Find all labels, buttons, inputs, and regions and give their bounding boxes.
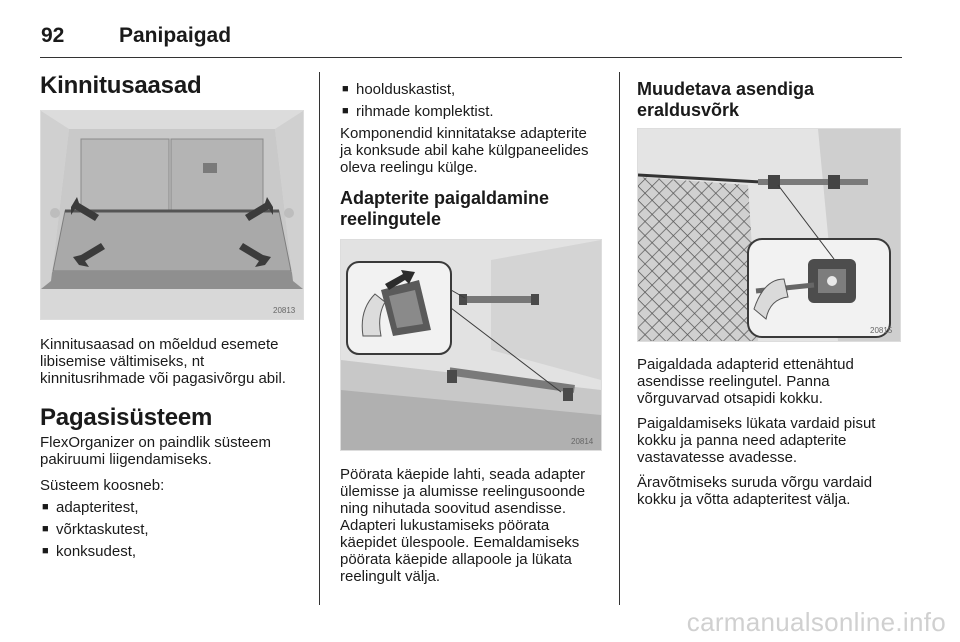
page-header: [40, 12, 902, 58]
paragraph-removal: Äravõtmiseks suruda võrgu vardaid kokku ja võtta adapteritest välja.: [637, 474, 873, 508]
list-item: ■ hoolduskastist,: [340, 81, 602, 98]
column-divider-2: [619, 72, 620, 605]
list-item: ■ konksudest,: [40, 543, 304, 560]
column-2: [340, 81, 602, 585]
section-heading-kinnitusaasad: Kinnitusaasad: [40, 72, 202, 99]
paragraph-lashing-eyes: Kinnitusaasad on mõeldud esemete libisemise vältimiseks, nt kinnitusrihmade või pagasivõrgu abil.: [40, 336, 286, 387]
figure-trunk-lashing-eyes: [40, 110, 304, 320]
paragraph-adapter-instructions: Pöörata käepide lahti, seada adapter ülemisse ja alumisse reelingusoonde ning nihutada soovitud asendisse. Adapteri lukustamiseks pöörata käepidet ülespoole. Eemaldamiseks pöörata käepide allapoole ja lükata reelingult välja.: [340, 466, 586, 585]
column-3: [637, 79, 902, 508]
figure-partition-net: [637, 128, 901, 342]
column-divider-1: [319, 72, 320, 605]
column-1: [40, 72, 304, 560]
page-number: 92: [41, 24, 65, 47]
list-item: ■ rihmade komplektist.: [340, 103, 602, 120]
paragraph-install-adapters: Paigaldada adapterid ettenähtud asendisse reelingutel. Panna võrguvarvad otsapidi kokku.: [637, 356, 854, 407]
header-rule: [40, 57, 902, 58]
component-list-1: [40, 499, 304, 560]
figure-code-2: 20814: [571, 437, 594, 446]
figure-code-1: 20813: [273, 306, 296, 315]
figure-code-3: 20815: [870, 326, 893, 335]
watermark: carmanualsonline.info: [686, 607, 946, 637]
paragraph-components-attached: Komponendid kinnitatakse adapterite ja konksude abil kahe külgpaneelides oleva reelingu külge.: [340, 125, 589, 176]
component-list-2: [340, 81, 602, 120]
chapter-title: Panipaigad: [119, 24, 232, 47]
figure-adapter-installation: [340, 239, 602, 451]
paragraph-install-rods: Paigaldamiseks lükata vardaid pisut kokku ja panna need adapterite vastavatesse avadesse.: [637, 415, 876, 466]
subheading-partition-net: Muudetava asendiga eraldusvõrk: [637, 79, 815, 120]
list-item: ■ võrktaskutest,: [40, 521, 304, 538]
paragraph-system-consists: Süsteem koosneb:: [40, 477, 165, 494]
list-item: ■ adapteritest,: [40, 499, 304, 516]
section-heading-pagasisusteem: Pagasisüsteem: [40, 404, 213, 431]
subheading-adapters: Adapterite paigaldamine reelingutele: [340, 188, 550, 229]
paragraph-flexorganizer: FlexOrganizer on paindlik süsteem pakiruumi liigendamiseks.: [40, 434, 271, 468]
